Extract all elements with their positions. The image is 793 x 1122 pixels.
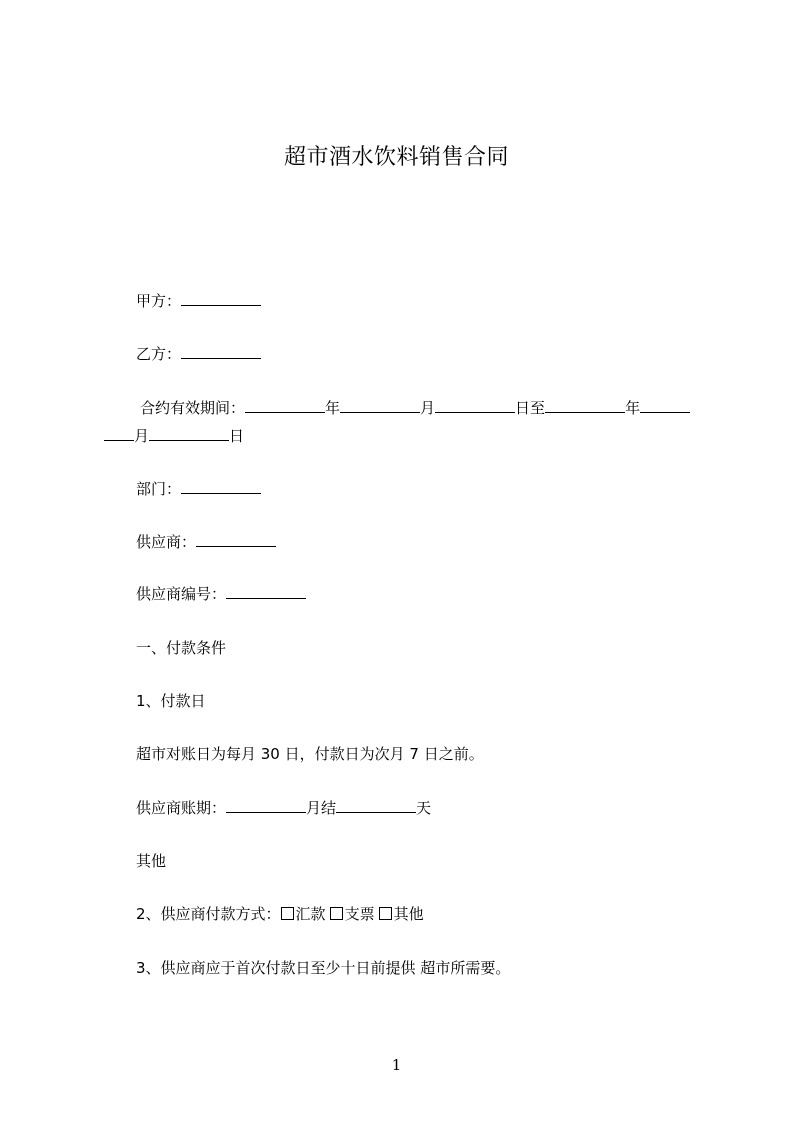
term-start-month-blank[interactable] [340, 398, 420, 413]
supplier-label: 供应商： [136, 533, 197, 551]
account-period-days: 天 [416, 799, 432, 817]
supplier-no-line [136, 584, 306, 604]
term-start-year-blank[interactable] [245, 398, 325, 413]
checkbox-cheque[interactable] [330, 907, 343, 920]
option-remittance: 汇款 [295, 905, 326, 923]
term-month2: 月 [134, 427, 150, 445]
option-other: 其他 [393, 905, 424, 923]
account-period-blank-2[interactable] [336, 798, 416, 813]
term-day1-to: 日至 [515, 399, 546, 417]
term-year2: 年 [625, 399, 641, 417]
page-number: 1 [391, 1056, 402, 1074]
term-start-day-blank[interactable] [435, 398, 515, 413]
account-period-blank-1[interactable] [226, 798, 306, 813]
term-end-year-blank[interactable] [545, 398, 625, 413]
payment-method-label: 2、供应商付款方式： [136, 905, 281, 923]
term-line-1 [140, 398, 690, 418]
supplier-no-blank[interactable] [226, 584, 306, 599]
checkbox-other[interactable] [379, 907, 392, 920]
option-cheque: 支票 [344, 905, 375, 923]
term-day2: 日 [229, 427, 245, 445]
term-month1: 月 [420, 399, 436, 417]
item3-text: 3、供应商应于首次付款日至少十日前提供 超市所需要。 [136, 959, 511, 977]
party-a-label: 甲方： [136, 292, 182, 310]
party-a-line [136, 291, 261, 311]
party-b-blank[interactable] [181, 344, 261, 359]
checkbox-remittance[interactable] [281, 907, 294, 920]
term-end-month-blank-b[interactable] [104, 426, 134, 441]
department-line [136, 479, 261, 499]
supplier-line [136, 532, 276, 552]
section1-heading: 一、付款条件 [136, 639, 227, 657]
party-b-label: 乙方： [136, 345, 182, 363]
document-title: 超市酒水饮料销售合同 [283, 145, 509, 170]
term-end-day-blank[interactable] [149, 426, 229, 441]
party-b-line [136, 344, 261, 364]
term-end-month-blank-a[interactable] [640, 398, 690, 413]
term-line-2 [104, 426, 244, 446]
other-text: 其他 [136, 852, 167, 870]
account-period-label: 供应商账期： [136, 799, 227, 817]
account-period-monthly: 月结 [306, 799, 337, 817]
term-year1: 年 [325, 399, 341, 417]
supplier-no-label: 供应商编号： [136, 585, 227, 603]
supplier-blank[interactable] [196, 532, 276, 547]
term-label: 合约有效期间： [140, 399, 246, 417]
reconcile-text: 超市对账日为每月 30 日，付款日为次月 7 日之前。 [136, 745, 484, 763]
department-label: 部门： [136, 480, 182, 498]
account-period-line [136, 798, 431, 818]
payment-method-line [136, 904, 424, 924]
party-a-blank[interactable] [181, 291, 261, 306]
item1-heading: 1、付款日 [136, 692, 206, 710]
department-blank[interactable] [181, 479, 261, 494]
